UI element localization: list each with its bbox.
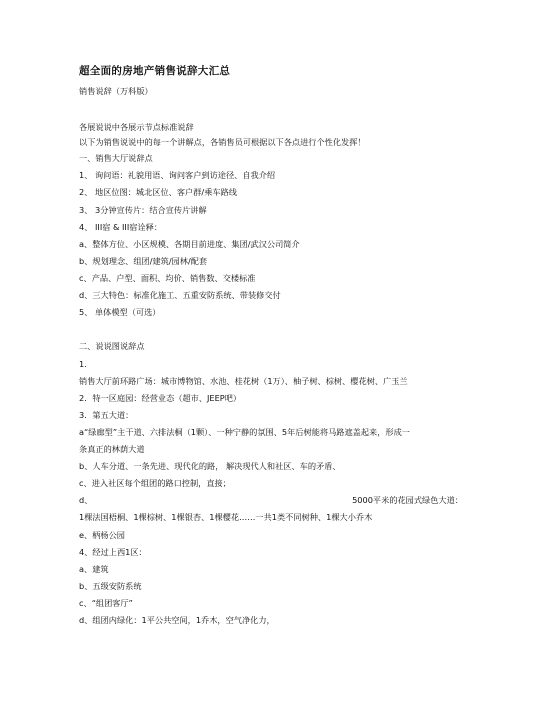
list-item: a“绿廊型”主干道、六排法桐（1颗）、一种宁静的氛围、5年后树能将马路遮盖起来，形成一 xyxy=(79,427,410,437)
list-item: 5、 单体模型（可选） xyxy=(79,307,161,317)
list-item: e、柄杨公园 xyxy=(79,530,125,540)
list-item: 4、经过上西1区： xyxy=(79,547,147,557)
list-item: c、产品、户型、面积、均价、销售数、交楼标准 xyxy=(79,273,256,283)
list-item: 2、 地区位图：城北区位、客户群/乘车路线 xyxy=(79,187,237,197)
list-item: b、五级安防系统 xyxy=(79,581,142,591)
document-subtitle: 销售说辞（万科版） xyxy=(79,86,153,96)
list-item: 2．特一区庭园：经营业态（超市、JEEP吧） xyxy=(79,393,242,403)
intro-text: 以下为销售说说中的每一个讲解点，各销售员可根据以下各点进行个性化发挥！ xyxy=(79,137,366,147)
list-item: 1. xyxy=(79,359,87,369)
list-item: a、整体方位、小区规模、各期目前进度、集团/武汉公司简介 xyxy=(79,239,300,249)
list-item: 销售大厅前环路广场：城市博物馆、水池、桂花树（1万）、柚子树、棕树、樱花树、广玉兰 xyxy=(79,376,408,386)
list-item: 1棵法国梧桐、1棵棕树、1棵银杏、1棵樱花……一共1类不同树种、1棵大小乔木 xyxy=(79,512,373,522)
list-item: 1、 询问语：礼貌用语、询问客户到访途径、自我介绍 xyxy=(79,170,276,180)
list-item xyxy=(79,495,463,505)
list-item: c、“组团客厅” xyxy=(79,598,133,608)
list-item: d、组团内绿化：1平公共空间，1乔木，空气净化力， xyxy=(79,615,275,625)
list-item: 3．第五大道： xyxy=(79,410,134,420)
list-item-text: 5000平米的花园式绿色大道： xyxy=(352,495,463,505)
list-item-marker: d、 xyxy=(79,495,93,505)
list-item: 条真正的林荫大道 xyxy=(79,444,145,454)
document-title: 超全面的房地产销售说辞大汇总 xyxy=(79,65,231,77)
list-item: 3、 3分钟宣传片：结合宣传片讲解 xyxy=(79,205,207,215)
list-item: a、建筑 xyxy=(79,564,109,574)
list-item: c、进入社区每个组团的路口控制，直接； xyxy=(79,478,231,488)
list-item: b、人车分道、一条先进、现代化的路， 解决现代人和社区、车的矛盾、 xyxy=(79,461,341,471)
section-heading: 一、销售大厅说辞点 xyxy=(79,153,153,163)
list-item: 4、 III宿 & III宿诠释： xyxy=(79,222,163,232)
section-heading: 二、说说图说辞点 xyxy=(79,341,145,351)
section-heading: 各展说说中各展示节点标准说辞 xyxy=(79,122,194,132)
list-item: d、三大特色：标准化施工、五重安防系统、带装修交付 xyxy=(79,290,281,300)
list-item: b、规划理念、组团/建筑/园林/配套 xyxy=(79,256,208,266)
